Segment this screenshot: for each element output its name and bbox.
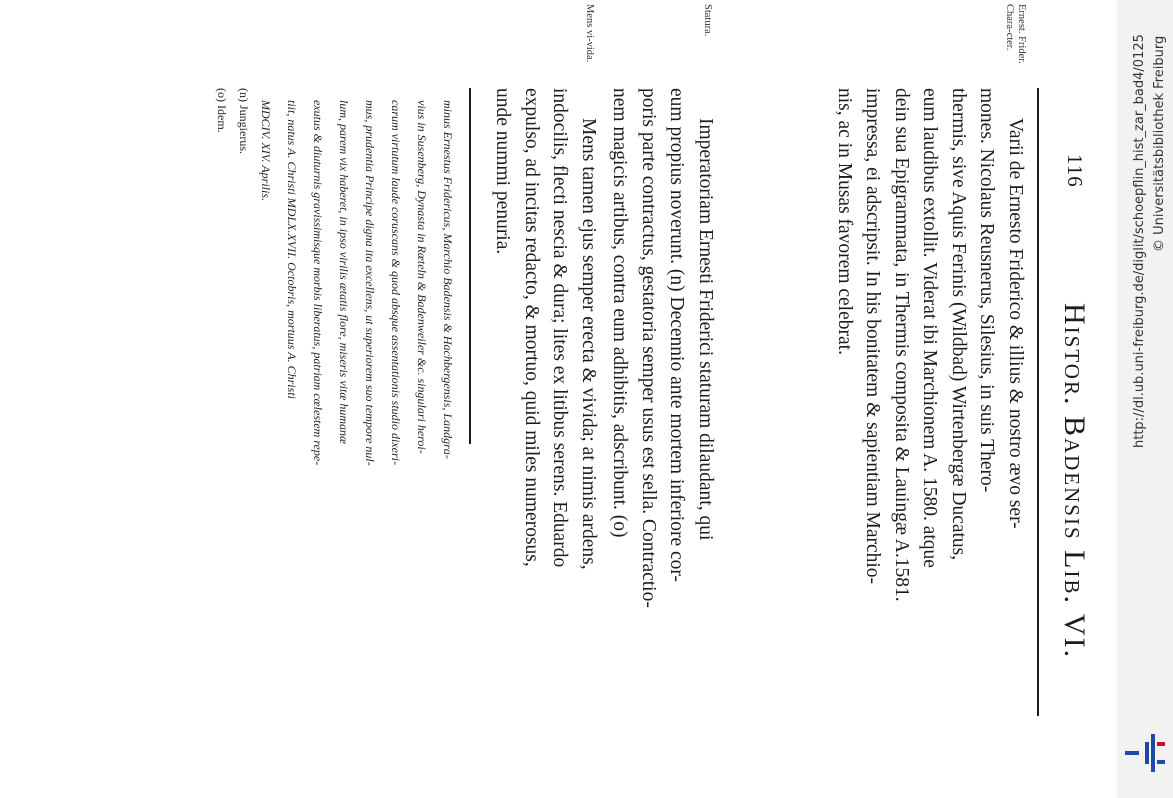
footnote-line: lum, parem vix haberet, in ipso virilis ætatis flore, miseris vitæ humanæ bbox=[337, 100, 351, 444]
footnote-line: mus, prudentia Principe digna ita excellens, ut superiorem suo tempore nul- bbox=[363, 100, 377, 466]
footnote-line: carum virtutum laude coruscans & quod absque assentationis studio dixeri- bbox=[389, 100, 403, 465]
page-header bbox=[1055, 0, 1089, 798]
footnote-line: exutus & diuturnis gravissimisque morbis liberatus, patriam cœlestem repe- bbox=[311, 100, 325, 466]
footnote-line: tiit, natus A. Christi MDLX.XVII. Octobris, mortuus A. Christi bbox=[285, 100, 299, 399]
footnote bbox=[253, 100, 461, 710]
side-note-mind: Mens vi-vida. bbox=[584, 4, 595, 63]
text-line: Varii de Ernesto Friderico & illius & nostro ævo ser- bbox=[1005, 118, 1026, 529]
side-note-character: Ernest. Frider. Chara-cter. bbox=[1004, 4, 1027, 64]
running-title: Histor. Badensis Lib. VI. bbox=[1058, 303, 1091, 660]
text-line: nis, ac in Musas favorem celebrat. bbox=[834, 88, 855, 355]
text-line: poris parte contractus, gestatoria semper usus est sella. Contractio- bbox=[638, 88, 659, 608]
text-line: eum propius noverunt. (n) Decennio ante mortem inferiore cor- bbox=[666, 88, 688, 582]
footnote-line: minus Ernestus Fridericus, Marchio Badensis & Hachbergensis, Landgra- bbox=[441, 100, 455, 459]
text-line: mones. Nicolaus Reusnerus, Silesius, in suis Thero- bbox=[976, 88, 998, 493]
reference-note: (n) Jungierus. bbox=[237, 88, 251, 154]
paragraph-1 bbox=[830, 88, 1030, 728]
text-line: indocilis, flecti nescia & dura; lites ex litibus serens. Eduardo bbox=[549, 88, 571, 568]
text-line: eum laudibus extollit. Viderat ibi Marchionem A. 1580. atque bbox=[919, 88, 941, 568]
paragraph-2 bbox=[605, 88, 719, 728]
library-logo-icon bbox=[1123, 732, 1167, 774]
text-line: Mens tamen ejus semper erecta & vivida; at nimis ardens, bbox=[578, 118, 599, 570]
reference-notes bbox=[211, 88, 255, 388]
text-line: dein sua Epigrammata, in Thermis composita & Lauingæ A.1581. bbox=[891, 88, 912, 602]
page-number: 116 bbox=[1063, 154, 1087, 188]
footnote-line: MDCIV. XIV. Aprilis. bbox=[259, 100, 273, 202]
side-note-stature: Statura. bbox=[702, 4, 713, 37]
copyright-notice: © Universitätsbibliothek Freiburg bbox=[1152, 35, 1167, 252]
text-line: nem magicis artibus, contra eum adhibitis, adscribunt. (o) bbox=[609, 88, 631, 538]
paragraph-3 bbox=[488, 88, 602, 728]
text-line: thermis, sive Aquis Ferinis (Wildbad) Wirtenbergæ Ducatus, bbox=[948, 88, 969, 561]
header-rule bbox=[1037, 88, 1039, 716]
text-line: Imperatoriam Ernesti Friderici staturam dilaudant, qui bbox=[695, 118, 716, 541]
permalink-url[interactable]: http://dl.ub.uni-freiburg.de/diglit/schoepflin_hist_zar_bad4/0125 bbox=[1132, 34, 1147, 448]
reference-note: (o) Idem. bbox=[215, 88, 229, 133]
footnote-rule bbox=[469, 88, 471, 444]
footnote-line: vius in Susenberg, Dynasta in Rœteln & Badenweiler &c. singulari heroi- bbox=[415, 100, 429, 454]
text-line: impressa, ei adscripsit. In his bonitatem & sapientiam Marchio- bbox=[862, 88, 884, 585]
text-line: expulso, ad incitas redacto, & mortuo, quid miles numerosus, bbox=[521, 88, 542, 567]
text-line: unde nummi penuria. bbox=[492, 88, 514, 255]
